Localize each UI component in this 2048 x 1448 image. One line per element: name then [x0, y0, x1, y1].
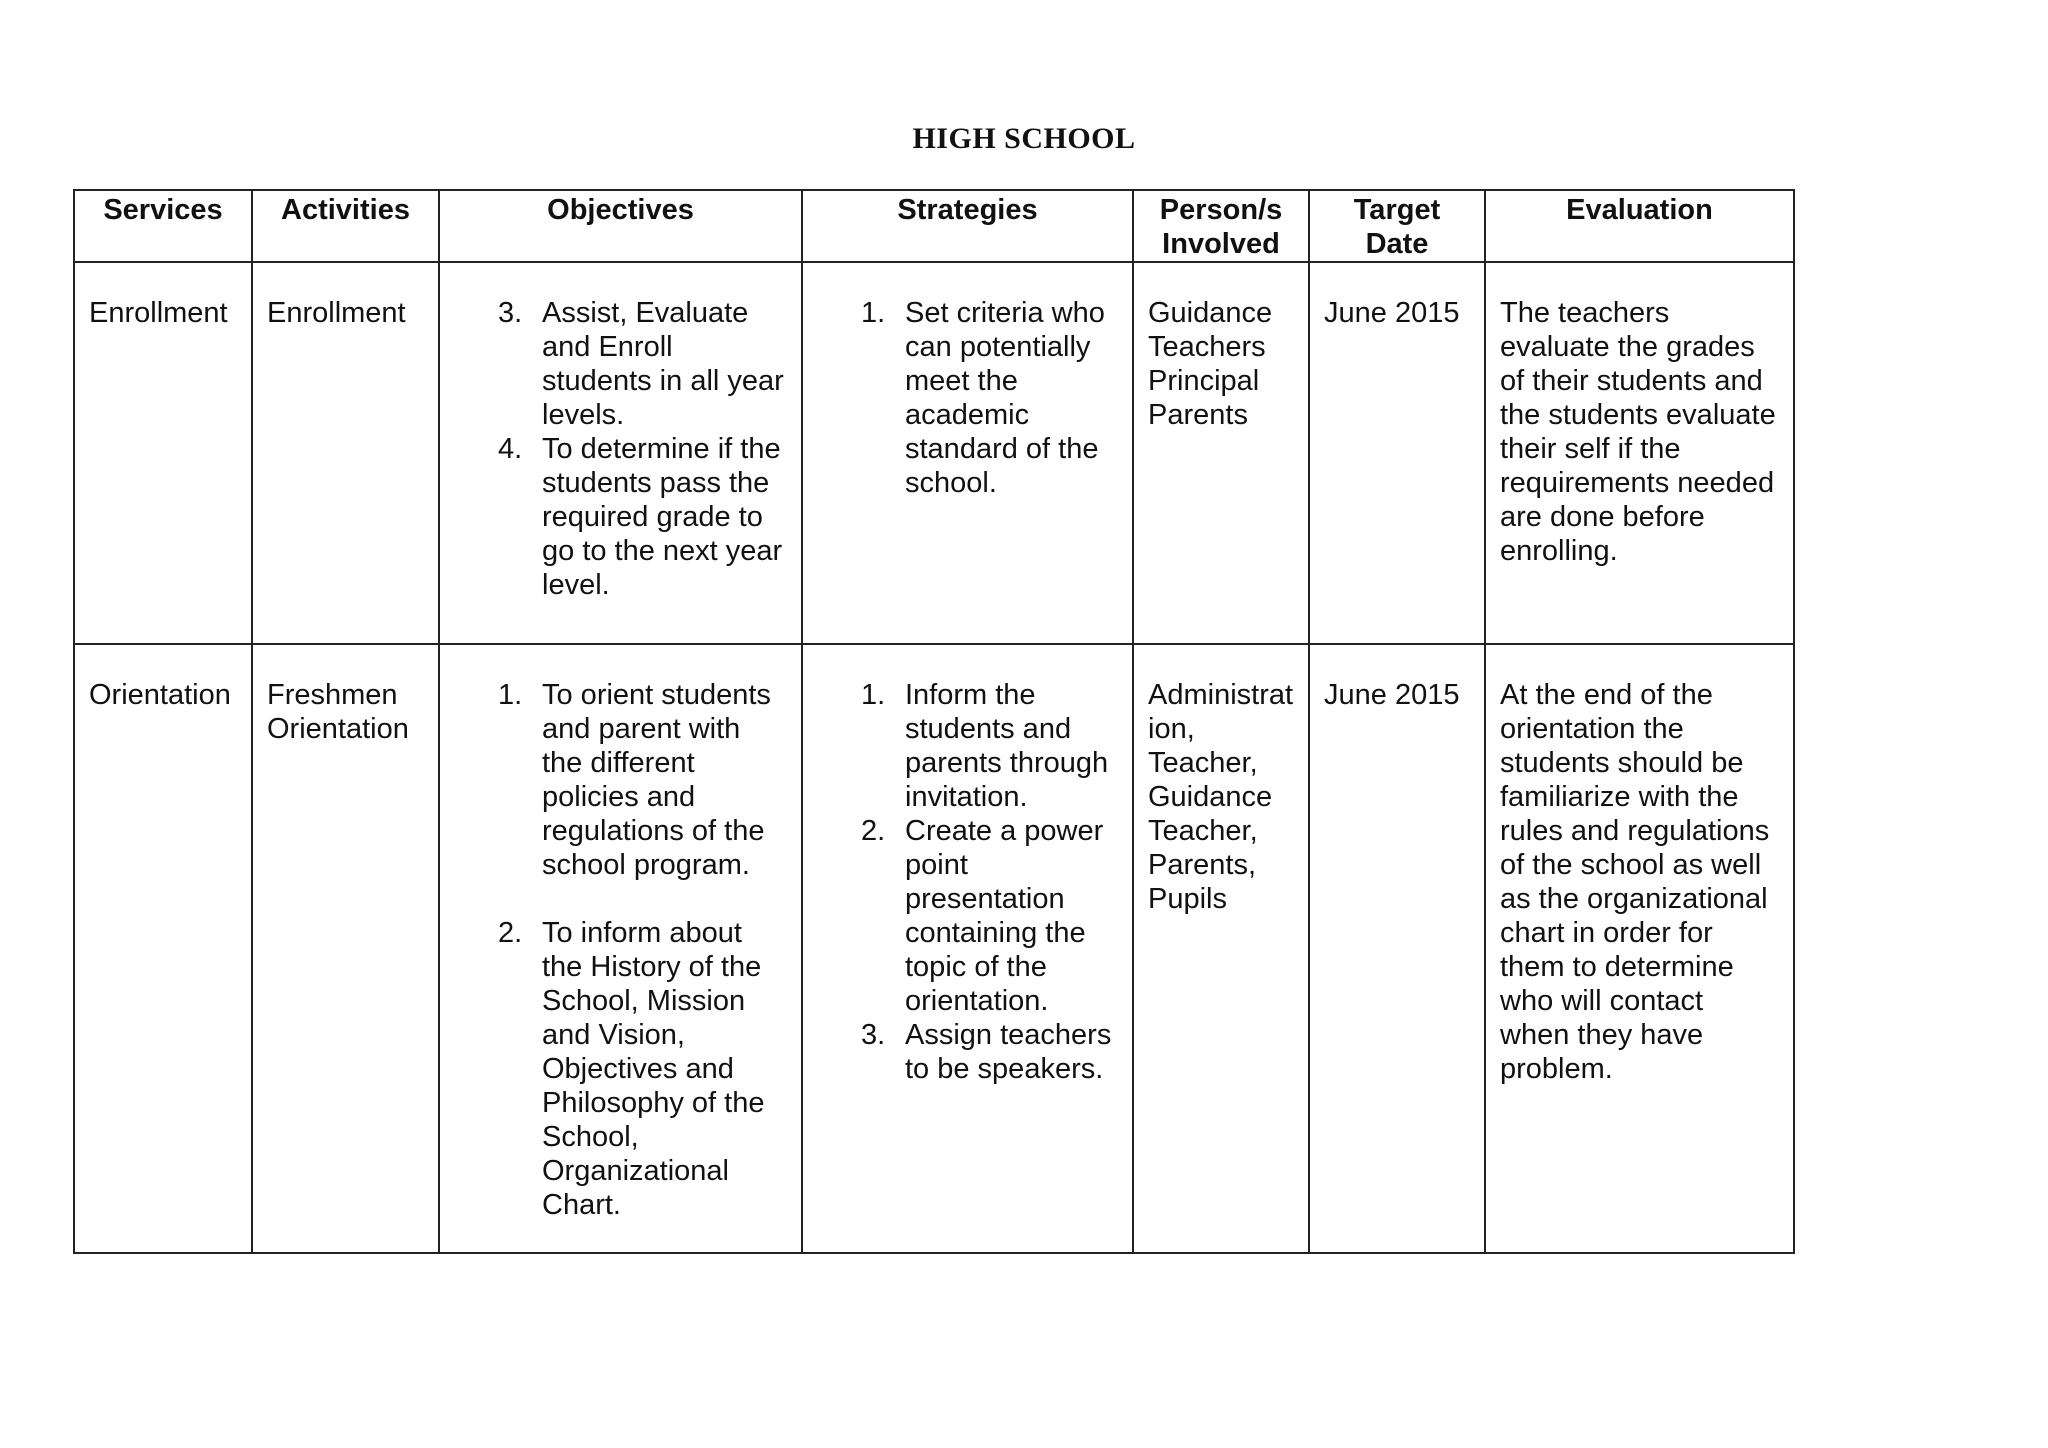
- list-item: 3. Assign teachers to be speakers.: [861, 1019, 1112, 1085]
- cell-evaluation: The teachers evaluate the grades of their students and the students evaluate their self if the requirements needed are done before enrolling.: [1485, 262, 1794, 644]
- guidance-program-table: [73, 189, 1795, 1254]
- person-entry: Parents,: [1148, 849, 1256, 881]
- strategies-list: [861, 678, 1122, 1086]
- person-entry: ion,: [1148, 713, 1195, 745]
- cell-persons: [1133, 262, 1309, 644]
- person-entry: Pupils: [1148, 883, 1227, 915]
- header-strategies: Strategies: [802, 190, 1133, 262]
- header-persons-line2: Involved: [1162, 228, 1280, 260]
- cell-evaluation: At the end of the orientation the students should be familiarize with the rules and regulations of the school as well as the organizational chart in order for them to determine who will contact when they have problem.: [1485, 644, 1794, 1253]
- cell-activity: Freshmen Orientation: [252, 644, 439, 1253]
- list-item: 1. Set criteria who can potentially meet the academic standard of the school.: [861, 297, 1105, 499]
- person-entry: Parents: [1148, 399, 1248, 431]
- person-entry: Teacher,: [1148, 747, 1258, 779]
- list-item: 1. To orient students and parent with the different policies and regulations of the school program.: [498, 679, 771, 881]
- cell-objectives: [439, 644, 802, 1253]
- header-target-line2: Date: [1365, 228, 1429, 260]
- objectives-list: [498, 678, 787, 1222]
- person-entry: Principal: [1148, 365, 1260, 397]
- header-services: Services: [74, 190, 252, 262]
- cell-service: Orientation: [74, 644, 252, 1253]
- header-evaluation: Evaluation: [1485, 190, 1794, 262]
- person-entry: Teachers: [1148, 331, 1266, 363]
- cell-strategies: [802, 262, 1133, 644]
- header-activities: Activities: [252, 190, 439, 262]
- list-item: 3. Assist, Evaluate and Enroll students in all year levels.: [498, 297, 784, 431]
- strategies-list: [861, 296, 1122, 500]
- header-objectives: Objectives: [439, 190, 802, 262]
- person-entry: Guidance: [1148, 297, 1273, 329]
- header-target-date: [1309, 190, 1485, 262]
- objectives-list: [498, 296, 787, 602]
- cell-target-date: June 2015: [1309, 262, 1485, 644]
- list-item: 4. To determine if the students pass the required grade to go to the next year level.: [498, 433, 783, 601]
- table-row: [74, 644, 1794, 1253]
- table-row: [74, 262, 1794, 644]
- cell-persons: [1133, 644, 1309, 1253]
- cell-service: Enrollment: [74, 262, 252, 644]
- list-item: 1. Inform the students and parents through invitation.: [861, 679, 1109, 813]
- page-title: HIGH SCHOOL: [912, 122, 1136, 155]
- cell-activity: Enrollment: [252, 262, 439, 644]
- person-entry: Administrat: [1148, 679, 1294, 711]
- list-item: 2. Create a power point presentation containing the topic of the orientation.: [861, 815, 1104, 1017]
- list-item: 2. To inform about the History of the School, Mission and Vision, Objectives and Philosophy of the School, Organizational Chart.: [498, 917, 765, 1221]
- person-entry: Guidance: [1148, 781, 1273, 813]
- person-entry: Teacher,: [1148, 815, 1258, 847]
- header-persons-involved: [1133, 190, 1309, 262]
- cell-target-date: June 2015: [1309, 644, 1485, 1253]
- header-row: [74, 190, 1794, 262]
- cell-strategies: [802, 644, 1133, 1253]
- header-target-line1: Target: [1353, 194, 1441, 226]
- cell-objectives: [439, 262, 802, 644]
- header-persons-line1: Person/s: [1159, 194, 1283, 226]
